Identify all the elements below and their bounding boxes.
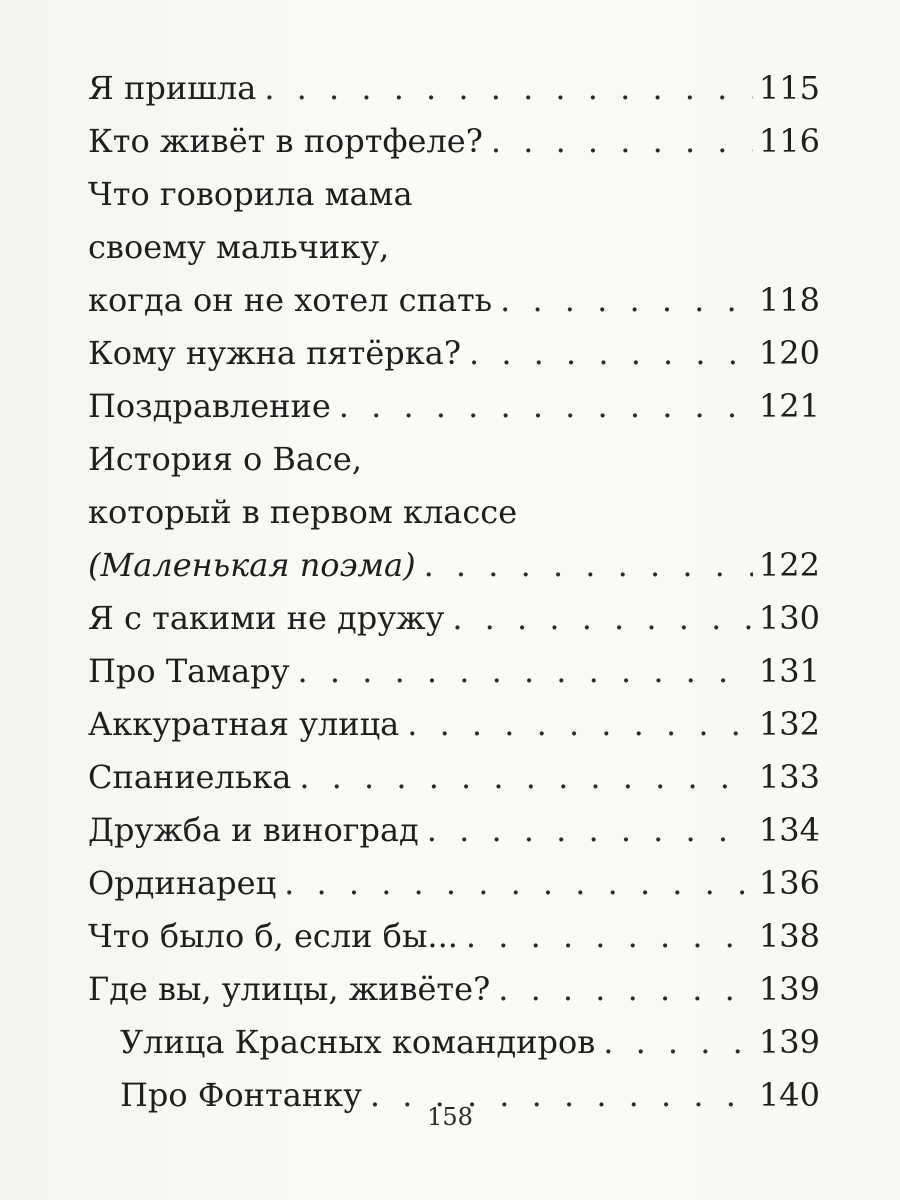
toc-page-number: 121 <box>758 387 820 425</box>
toc-title: Про Фонтанку <box>120 1076 362 1114</box>
toc-line <box>88 327 820 380</box>
toc-entry <box>88 62 820 115</box>
toc-page-number: 136 <box>758 864 820 902</box>
toc-title: Кто живёт в портфеле? <box>88 122 483 160</box>
toc-line <box>88 539 820 592</box>
toc-title: Где вы, улицы, живёте? <box>88 970 491 1008</box>
toc-line <box>88 168 820 221</box>
dot-leader <box>427 804 753 857</box>
toc-title: Про Тамару <box>88 652 290 690</box>
dot-leader <box>603 1016 753 1069</box>
toc-title: когда он не хотел спать <box>88 281 493 319</box>
toc-entry <box>88 433 820 592</box>
toc-title: Я пришла <box>88 69 257 107</box>
toc-line <box>88 698 820 751</box>
toc-entry <box>88 115 820 168</box>
toc-page-number: 115 <box>758 69 820 107</box>
dot-leader <box>264 62 753 115</box>
toc-line <box>88 910 820 963</box>
toc-subtitle: (Маленькая поэма) <box>88 546 416 584</box>
toc-line <box>88 221 820 274</box>
toc-line <box>88 1016 820 1069</box>
toc-line <box>88 857 820 910</box>
toc-line <box>88 486 820 539</box>
toc-title: Что говорила мама <box>88 175 413 213</box>
toc-title: который в первом классе <box>88 493 518 531</box>
toc-entry <box>88 804 820 857</box>
toc-entry <box>88 751 820 804</box>
toc-page-number: 120 <box>758 334 820 372</box>
dot-leader <box>452 592 753 645</box>
toc-title: История о Васе, <box>88 440 363 478</box>
dot-leader <box>500 274 753 327</box>
toc-page-number: 131 <box>758 652 820 690</box>
toc-entry <box>88 857 820 910</box>
toc-title: Что было б, если бы... <box>88 917 458 955</box>
toc-title: Кому нужна пятёрка? <box>88 334 461 372</box>
toc-line <box>88 751 820 804</box>
toc-title: Аккуратная улица <box>88 705 400 743</box>
toc-page-number: 116 <box>758 122 820 160</box>
toc-subentry <box>88 1016 820 1069</box>
table-of-contents <box>88 62 820 1122</box>
toc-line <box>88 804 820 857</box>
toc-line <box>88 645 820 698</box>
toc-entry <box>88 910 820 963</box>
dot-leader <box>466 910 753 963</box>
dot-leader <box>469 327 753 380</box>
dot-leader <box>424 539 753 592</box>
toc-entry <box>88 380 820 433</box>
page-number: 158 <box>427 1103 473 1131</box>
toc-line <box>88 380 820 433</box>
toc-page-number: 132 <box>758 705 820 743</box>
toc-title: Ординарец <box>88 864 277 902</box>
toc-page-number: 130 <box>758 599 820 637</box>
toc-entry <box>88 698 820 751</box>
toc-line <box>88 963 820 1016</box>
dot-leader <box>299 751 753 804</box>
dot-leader <box>284 857 753 910</box>
toc-entry <box>88 327 820 380</box>
toc-title: Поздравление <box>88 387 331 425</box>
toc-page-number: 134 <box>758 811 820 849</box>
toc-page-number: 122 <box>758 546 820 584</box>
toc-page-number: 139 <box>758 1023 820 1061</box>
toc-line <box>88 115 820 168</box>
toc-title: Спаниелька <box>88 758 292 796</box>
toc-line <box>88 62 820 115</box>
toc-page-number: 140 <box>758 1076 820 1114</box>
toc-title: Улица Красных командиров <box>120 1023 596 1061</box>
toc-page-number: 133 <box>758 758 820 796</box>
toc-page-number: 118 <box>758 281 820 319</box>
toc-page-number: 138 <box>758 917 820 955</box>
dot-leader <box>407 698 753 751</box>
dot-leader <box>339 380 753 433</box>
toc-entry <box>88 168 820 327</box>
dot-leader <box>491 115 753 168</box>
toc-entry <box>88 645 820 698</box>
toc-title: своему мальчику, <box>88 228 390 266</box>
toc-line <box>88 592 820 645</box>
toc-title: Дружба и виноград <box>88 811 419 849</box>
toc-page-number: 139 <box>758 970 820 1008</box>
dot-leader <box>298 645 753 698</box>
toc-line <box>88 274 820 327</box>
toc-entry <box>88 963 820 1016</box>
toc-entry <box>88 592 820 645</box>
dot-leader <box>498 963 753 1016</box>
toc-line <box>88 433 820 486</box>
toc-title: Я с такими не дружу <box>88 599 445 637</box>
